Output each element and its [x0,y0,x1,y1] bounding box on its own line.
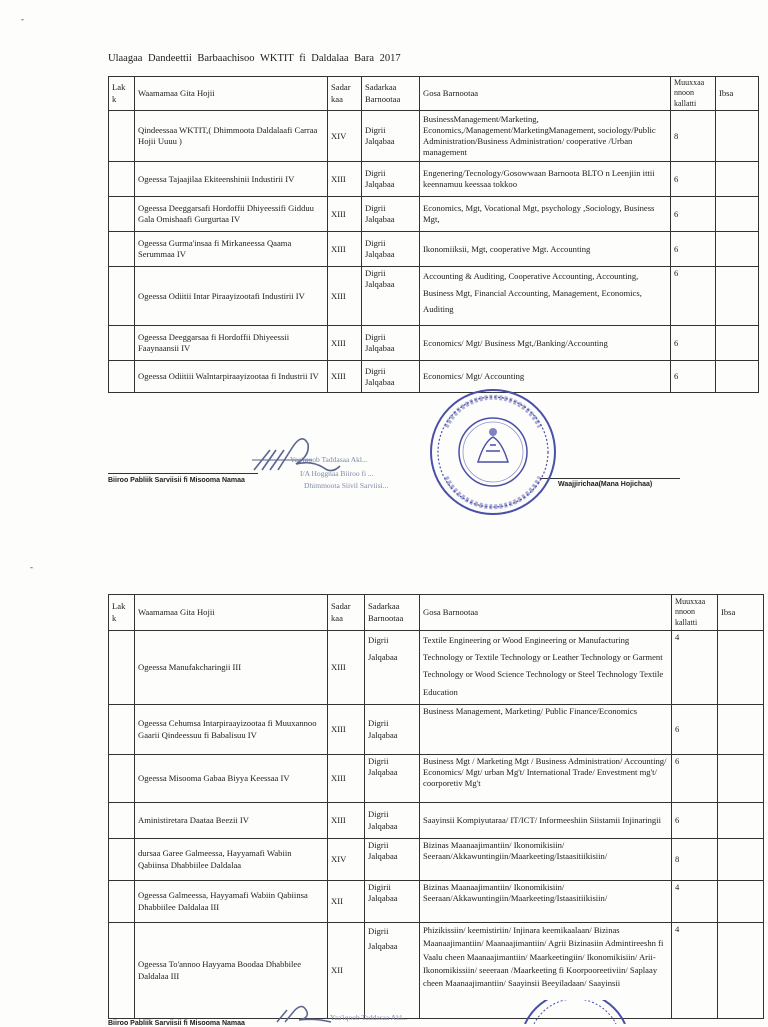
remarks-cell [718,631,764,705]
experience-cell: 4 [672,923,718,1019]
remarks-cell [718,755,764,803]
job-title-cell: Ogeessa Odiitiii Walntarpiraayizootaa fi Industrii IV [135,361,328,393]
col-header-lakk: Lak k [109,595,135,631]
requirements-table-2 [108,594,764,1019]
experience-cell: 6 [672,755,718,803]
field-cell: Saayinsii Kompiyutaraa/ IT/ICT/ Informeeshiin Siistamii Injinaringii [420,803,672,839]
experience-cell: 6 [672,705,718,755]
col-header-education-level: Sadarkaa Barnootaa [362,77,420,111]
experience-cell: 6 [672,803,718,839]
job-title-cell: Ogeessa To'annoo Hayyama Boodaa Dhabbilee Daldalaa III [135,923,328,1019]
field-cell: Business Mgt / Marketing Mgt / Business Administration/ Accounting/ Economics/ Mgt/ urban Mg't/ International Trade/ Envestment mg't/ coorporetiv Mg't [420,755,672,803]
requirements-table-1 [108,76,759,393]
remarks-cell [716,232,759,267]
stamp-text-line: Yaa'iqoob Taddasaa Akl... [290,455,368,464]
field-cell: Engenering/Tecnology/Gosowwaan Barnoota BLTO n Leenjiin ittii keennamuu keessaa tokkoo [420,162,671,197]
col-header-grade: Sadar kaa [328,77,362,111]
table-row [109,326,759,361]
remarks-cell [718,839,764,881]
remarks-cell [716,361,759,393]
education-cell: Digrii Jalqabaa [362,326,420,361]
handwritten-signature [275,1004,335,1024]
table-row [109,197,759,232]
remarks-cell [716,162,759,197]
grade-cell: XIII [328,705,365,755]
experience-cell: 6 [671,361,716,393]
field-cell: Textile Engineering or Wood Engineering or Manufacturing Technology or Textile Technology or Leather Technology or Garment Technology or Wood Science Technology or Steel Technology Textile Education [420,631,672,705]
remarks-cell [716,197,759,232]
education-cell: Digrii Jalqabaa [362,361,420,393]
field-cell: Accounting & Auditing, Cooperative Accounting, Accounting, Business Mgt, Financial Accounting, Management, Economics, Auditing [420,267,671,326]
remarks-cell [716,326,759,361]
field-cell: Economics/ Mgt/ Business Mgt,/Banking/Accounting [420,326,671,361]
grade-cell: XIII [328,267,362,326]
job-title-cell: Ogeessa Deeggarsafi Hordoffii Dhiyeessifi Gidduu Gala Omishaafi Gurgurtaa IV [135,197,328,232]
table-row [109,803,764,839]
col-header-job-title: Waamamaa Gita Hojii [135,595,328,631]
education-cell: Digrii Jalqabaa [362,162,420,197]
field-cell: Bizinas Maanaajimantiin/ Ikonomikisiin/ Seeraan/Akkawuntingiin/Maarkeeting/Istaasitiikisiin/ [420,839,672,881]
field-cell: BusinessManagement/Marketing, Economics,/Management/MarketingManagement, sociology/Public Administration/Business Administration/ cooperative /Urban management [420,111,671,162]
remarks-cell [718,881,764,923]
job-title-cell: Ogeessa Manufakcharingii III [135,631,328,705]
education-cell: Digrii Jalqabaa [365,839,420,881]
field-cell: Ikonomiiksii, Mgt, cooperative Mgt. Accounting [420,232,671,267]
stamp-text-line: Dhimmoota Siivil Sarviisi... [304,481,389,490]
experience-cell: 6 [671,232,716,267]
job-title-cell: Ogeessa Gurma'insaa fi Mirkaneessa Qaama Serummaa IV [135,232,328,267]
col-header-job-title: Waamamaa Gita Hojii [135,77,328,111]
job-title-cell: dursaa Garee Galmeessa, Hayyamafi Wabiin Qabiinsa Dhabbiilee Daldalaa [135,839,328,881]
job-title-cell: Ogeessa Galmeessa, Hayyamafi Wabiin Qabiinsa Dhabbiilee Daldalaa III [135,881,328,923]
col-header-remarks: Ibsa [718,595,764,631]
experience-cell: 4 [672,631,718,705]
grade-cell: XIII [328,197,362,232]
signature-label-left: Biiroo Pabliik Sarviisii fi Misooma Namaa [108,477,245,484]
field-cell: Bizinas Maanaajimantiin/ Ikonomikisiin/ Seeraan/Akkawuntingiin/Maarkeeting/Istaasitiikisiin/ [420,881,672,923]
table-row [109,111,759,162]
education-cell: Digrii Jalqabaa [365,923,420,1019]
table-row [109,923,764,1019]
col-header-experience: Muuxxaa nnoon kallatti [671,77,716,111]
education-cell: Digrii Jalqabaa [365,803,420,839]
table-row [109,755,764,803]
education-cell: Digrii Jalqabaa [362,197,420,232]
education-cell: Digrii Jalqabaa [362,232,420,267]
education-cell: Digrii Jalqabaa [365,755,420,803]
grade-cell: XIII [328,162,362,197]
education-cell: Digirii Jalqabaa [365,881,420,923]
table-row [109,705,764,755]
grade-cell: XIII [328,631,365,705]
table-row [109,267,759,326]
experience-cell: 8 [671,111,716,162]
job-title-cell: Qindeessaa WKTIT,( Dhimmoota Daldalaafi Carraa Hojii Uuuu ) [135,111,328,162]
table-row [109,881,764,923]
grade-cell: XIII [328,326,362,361]
education-cell: Digrii Jalqabaa [362,267,420,326]
col-header-experience: Muuxxaa nnoon kallatti [672,595,718,631]
job-title-cell: Ogeessa Tajaajilaa Ekiteenshinii Industirii IV [135,162,328,197]
signature-line [108,1018,258,1019]
stamp-text-line: Yaa'iqoob Taddasaa Akl... [330,1013,408,1022]
stamp-text-line: I/A Hoggnaa Biiroo fi ... [300,469,374,478]
education-cell: Digrii Jalqabaa [362,111,420,162]
job-title-cell: Ogeessa Cehumsa Intarpiraayizootaa fi Muuxannoo Gaarii Qindeessuu fi Babalisuu IV [135,705,328,755]
experience-cell: 6 [671,326,716,361]
page-title: Ulaagaa Dandeettii Barbaachisoo WKTIT fi Daldalaa Bara 2017 [108,53,401,64]
education-cell: Digrii Jalqabaa [365,631,420,705]
job-title-cell: Aministiretara Daataa Beezii IV [135,803,328,839]
experience-cell: 6 [671,267,716,326]
table-row [109,839,764,881]
col-header-lakk: Lak k [109,77,135,111]
signature-line [108,473,258,474]
table-row [109,631,764,705]
signature-label-right: Waajjirichaa(Mana Hojichaa) [558,481,653,488]
field-cell: Phizikissiin/ keemistiriin/ Injinara keemikaalaan/ Bizinas Maanaajimantiin/ Maanaajimantiin/ Agrii Bizinasiin Admintireeshn fi Vaalu cheen Maanaajimantiin/ Maarkeetingiin/ Ikonomikisiin/ Arii-Ikonomikissiin/ seeeraan /Maarkeeting fi Koorpooreetiviin/ Saplaay cheen Maanaajimantiin/ Saayinsii Beeyiladaan/ Saayinsii [420,923,672,1019]
grade-cell: XII [328,923,365,1019]
grade-cell: XII [328,881,365,923]
signature-line [540,478,680,479]
col-header-field-of-study: Gosa Barnootaa [420,77,671,111]
col-header-education-level: Sadarkaa Barnootaa [365,595,420,631]
field-cell: Economics/ Mgt/ Accounting [420,361,671,393]
grade-cell: XIII [328,232,362,267]
field-cell: Business Management, Marketing/ Public Finance/Economics [420,705,672,755]
signature-label-left: Biiroo Pabliik Sarviisii fi Misooma Namaa [108,1020,245,1027]
remarks-cell [716,111,759,162]
job-title-cell: Ogeessa Deeggarsaa fi Hordoffii Dhiyeessii Faaynaansii IV [135,326,328,361]
official-seal-icon [428,387,558,517]
remarks-cell [718,803,764,839]
col-header-grade: Sadar kaa [328,595,365,631]
job-title-cell: Ogeessa Misooma Gabaa Biyya Keessaa IV [135,755,328,803]
grade-cell: XIII [328,755,365,803]
table-row [109,162,759,197]
experience-cell: 4 [672,881,718,923]
scan-mark: - [21,14,24,24]
job-title-cell: Ogeessa Odiitii Intar Piraayizootafi Industirii IV [135,267,328,326]
scan-mark: - [30,562,33,572]
remarks-cell [718,705,764,755]
remarks-cell [716,267,759,326]
remarks-cell [718,923,764,1019]
official-seal-icon [520,1000,630,1024]
education-cell: Digrii Jalqabaa [365,705,420,755]
header-row [109,595,764,631]
header-row [109,77,759,111]
col-header-field-of-study: Gosa Barnootaa [420,595,672,631]
experience-cell: 6 [671,197,716,232]
experience-cell: 6 [671,162,716,197]
table-row [109,232,759,267]
grade-cell: XIII [328,803,365,839]
col-header-remarks: Ibsa [716,77,759,111]
grade-cell: XIV [328,111,362,162]
experience-cell: 8 [672,839,718,881]
grade-cell: XIV [328,839,365,881]
grade-cell: XIII [328,361,362,393]
field-cell: Economics, Mgt, Vocational Mgt, psychology ,Sociology, Business Mgt, [420,197,671,232]
